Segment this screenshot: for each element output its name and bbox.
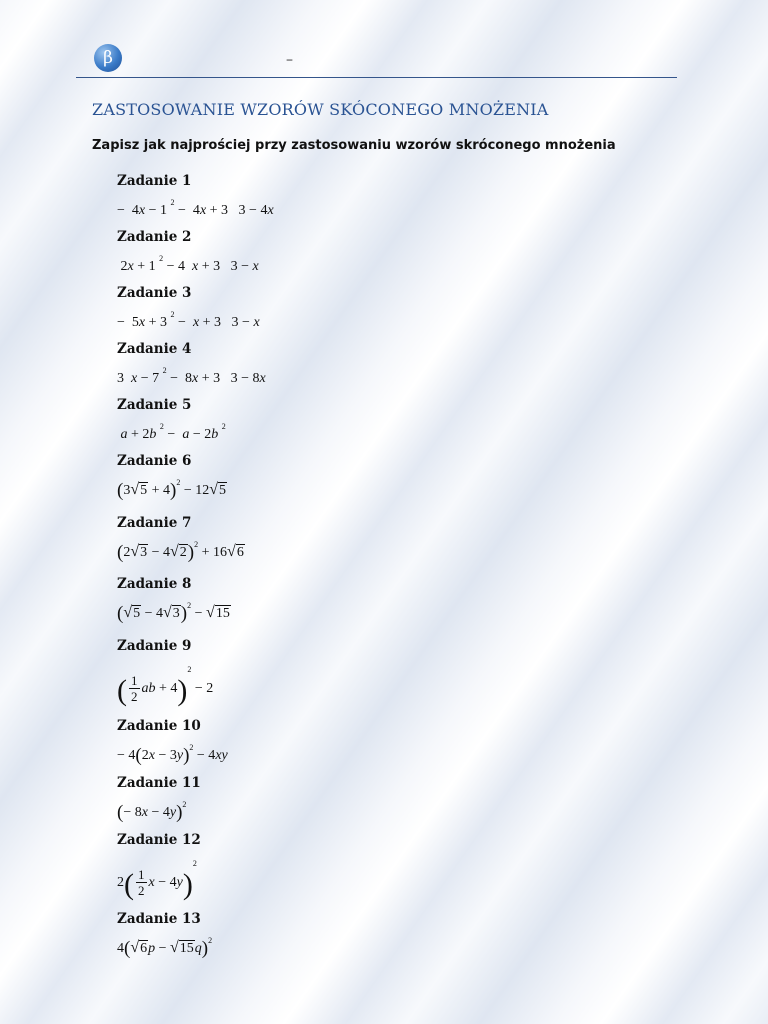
task-11 — [117, 775, 201, 823]
task-label: Zadanie 7 — [117, 515, 192, 531]
header-dash: – — [286, 52, 293, 68]
task-10 — [117, 718, 228, 766]
task-8 — [117, 576, 231, 624]
task-expression: $(2√3 - 4√2)^2 + 16√6$ — [117, 540, 244, 563]
task-expression: − 5x + 3 $^2$ − x + 3 3 − x — [117, 310, 260, 330]
beta-logo-icon: β — [94, 44, 122, 72]
task-label: Zadanie 10 — [117, 718, 201, 734]
task-label: Zadanie 3 — [117, 285, 192, 301]
task-expression: 2( $\frac{1}{2}$ x − 4y)$^2$ — [117, 859, 197, 901]
task-4 — [117, 341, 266, 389]
task-2 — [117, 229, 259, 277]
header-rule — [76, 77, 677, 78]
task-label: Zadanie 4 — [117, 341, 192, 357]
task-expression: (− 8x − 4y)$^2$ — [117, 800, 187, 823]
task-expression: a + 2b $^2$ − a − 2b $^2$ — [120, 422, 226, 442]
instruction: Zapisz jak najprościej przy zastosowaniu wzorów skróconego mnożenia — [92, 138, 616, 153]
task-label: Zadanie 13 — [117, 911, 201, 927]
task-label: Zadanie 9 — [117, 638, 192, 654]
task-label: Zadanie 11 — [117, 775, 201, 791]
task-expression: 3 x − 7 $^2$ − 8x + 3 3 − 8x — [117, 366, 266, 386]
task-5 — [117, 397, 226, 445]
task-label: Zadanie 8 — [117, 576, 192, 592]
task-label: Zadanie 1 — [117, 173, 192, 189]
page-title: ZASTOSOWANIE WZORÓW SKÓCONEGO MNOŻENIA — [92, 100, 549, 119]
task-3 — [117, 285, 260, 333]
task-expression: 2x + 1 $^2$ − 4 x + 3 3 − x — [117, 254, 259, 274]
task-label: Zadanie 5 — [117, 397, 192, 413]
task-expression: $(√5 - 4√3)^2 - √15$ — [117, 601, 230, 624]
task-expression: − 4x − 1 $^2$ − 4x + 3 3 − 4x — [117, 198, 274, 218]
task-label: Zadanie 12 — [117, 832, 201, 848]
task-13 — [117, 911, 212, 959]
task-expression: $(3√5 + 4)^2 - 12√5$ — [117, 478, 227, 501]
task-7 — [117, 515, 245, 563]
task-6 — [117, 453, 227, 501]
task-1 — [117, 173, 274, 221]
task-12 — [117, 832, 201, 901]
task-label: Zadanie 2 — [117, 229, 192, 245]
task-expression: $4(√6p - √15q)^2$ — [117, 936, 213, 959]
task-label: Zadanie 6 — [117, 453, 192, 469]
task-9 — [117, 638, 214, 707]
task-expression: − $4(2x - 3y)^2 - 4xy$ — [117, 743, 228, 766]
task-expression: ( $\frac{1}{2}$ ab + 4)$^2$ − 2 — [117, 665, 214, 707]
